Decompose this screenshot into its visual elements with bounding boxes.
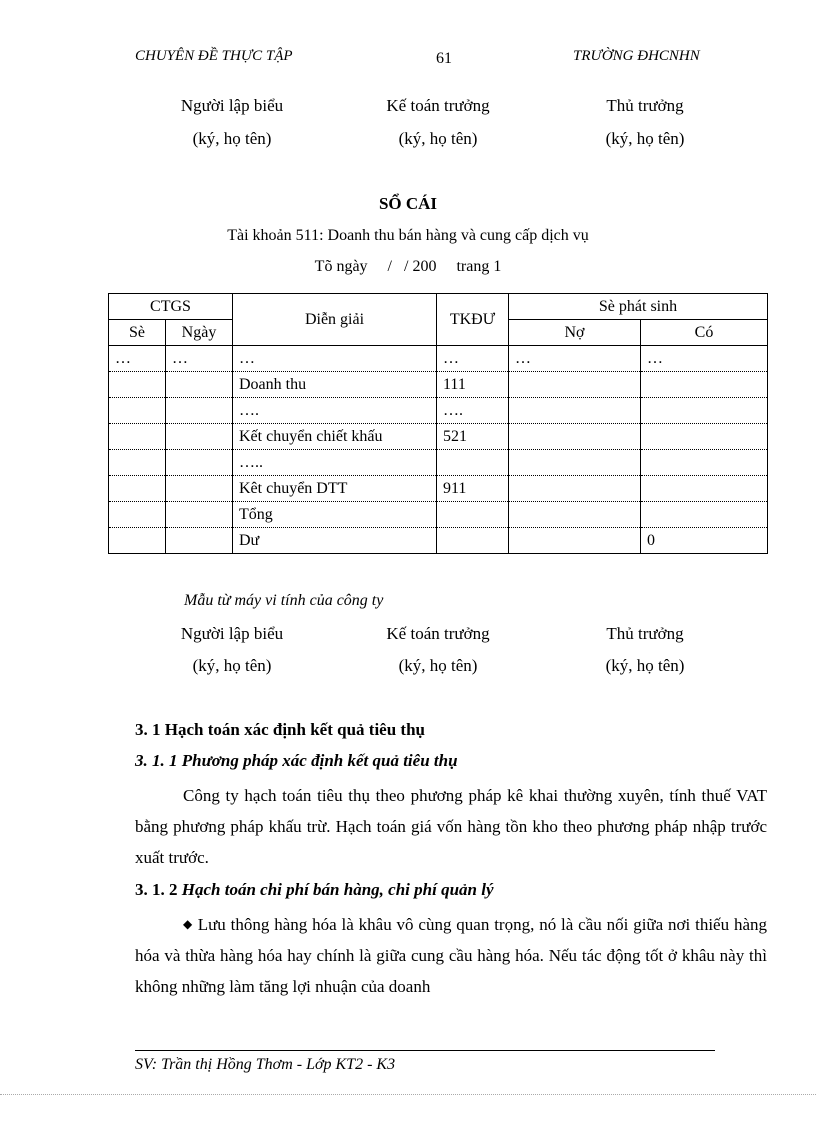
cell-co bbox=[641, 372, 768, 398]
signature-chief-accountant-note: (ký, họ tên) bbox=[398, 129, 478, 148]
cell-dien-giai: Tổng bbox=[233, 502, 437, 528]
page-number: 61 bbox=[436, 50, 452, 67]
cell-tkdu: … bbox=[437, 346, 509, 372]
cell-tkdu: 521 bbox=[437, 424, 509, 450]
header-left: CHUYÊN ĐỀ THỰC TẬP bbox=[135, 48, 293, 64]
table-row bbox=[109, 502, 768, 528]
cell-co: 0 bbox=[641, 528, 768, 554]
header-ngay: Ngày bbox=[166, 320, 233, 346]
cell-tkdu: 911 bbox=[437, 476, 509, 502]
signature-chief-accountant-title: Kế toán trưởng bbox=[386, 624, 490, 643]
cell-dien-giai: Kết chuyển chiết khấu bbox=[233, 424, 437, 450]
ledger-date-line: Tõ ngày / / 200 trang 1 bbox=[314, 258, 502, 275]
cell-no bbox=[509, 528, 641, 554]
subsection-heading-1: 3. 1. 1 Phương pháp xác định kết quả tiêu thụ bbox=[135, 751, 458, 770]
cell-dien-giai: … bbox=[233, 346, 437, 372]
cell-dien-giai: ….. bbox=[233, 450, 437, 476]
subsection-heading-2 bbox=[135, 880, 494, 900]
cell-dien-giai: …. bbox=[233, 398, 437, 424]
cell-tkdu: 111 bbox=[437, 372, 509, 398]
cell-so bbox=[109, 528, 166, 554]
table-row bbox=[109, 346, 768, 372]
cell-no: … bbox=[509, 346, 641, 372]
subsection-2-title: Hạch toán chi phí bán hàng, chi phí quản lý bbox=[181, 880, 494, 899]
cell-ngay bbox=[166, 476, 233, 502]
header-co: Có bbox=[641, 320, 768, 346]
cell-no bbox=[509, 372, 641, 398]
cell-so bbox=[109, 502, 166, 528]
cell-so bbox=[109, 424, 166, 450]
cell-no bbox=[509, 502, 641, 528]
ledger-account: Tài khoản 511: Doanh thu bán hàng và cung cấp dịch vụ bbox=[227, 227, 589, 244]
ledger-table bbox=[108, 293, 768, 554]
subsection-2-number: 3. 1. 2 bbox=[135, 880, 178, 899]
cell-dien-giai: Doanh thu bbox=[233, 372, 437, 398]
page-bottom-dotted-rule bbox=[0, 1094, 816, 1095]
signature-director-title: Thủ trưởng bbox=[606, 96, 684, 115]
header-dien-giai: Diễn giải bbox=[233, 294, 437, 346]
bullet-icon: ◆ bbox=[183, 917, 193, 931]
cell-co: … bbox=[641, 346, 768, 372]
signature-chief-accountant-title: Kế toán trưởng bbox=[386, 96, 490, 115]
ledger-title: SỔ CÁI bbox=[378, 194, 438, 213]
cell-dien-giai: Kêt chuyển DTT bbox=[233, 476, 437, 502]
signature-preparer-note: (ký, họ tên) bbox=[192, 129, 272, 148]
paragraph-1: Công ty hạch toán tiêu thụ theo phương pháp kê khai thường xuyên, tính thuế VAT bằng phương pháp khấu trừ. Hạch toán giá vốn hàng tồn kho theo phương pháp nhập trước xuất trước. bbox=[135, 786, 767, 867]
section-heading: 3. 1 Hạch toán xác định kết quả tiêu thụ bbox=[135, 720, 425, 739]
cell-tkdu bbox=[437, 450, 509, 476]
cell-ngay bbox=[166, 398, 233, 424]
table-row bbox=[109, 372, 768, 398]
cell-so: … bbox=[109, 346, 166, 372]
header-ctgs: CTGS bbox=[109, 294, 233, 320]
footer-divider bbox=[135, 1050, 715, 1051]
header-no: Nợ bbox=[509, 320, 641, 346]
header-so: Sè bbox=[109, 320, 166, 346]
header-so-phat-sinh: Sè phát sinh bbox=[509, 294, 768, 320]
table-row bbox=[109, 424, 768, 450]
table-row bbox=[109, 398, 768, 424]
cell-no bbox=[509, 398, 641, 424]
cell-so bbox=[109, 450, 166, 476]
table-row bbox=[109, 450, 768, 476]
signature-preparer-title: Người lập biểu bbox=[180, 624, 284, 643]
header-tkdu: TKĐƯ bbox=[437, 294, 509, 346]
cell-no bbox=[509, 476, 641, 502]
cell-co bbox=[641, 450, 768, 476]
signature-director-note: (ký, họ tên) bbox=[605, 656, 685, 675]
cell-so bbox=[109, 372, 166, 398]
cell-so bbox=[109, 476, 166, 502]
cell-ngay: … bbox=[166, 346, 233, 372]
cell-dien-giai: Dư bbox=[233, 528, 437, 554]
signature-preparer-note: (ký, họ tên) bbox=[192, 656, 272, 675]
paragraph-2 bbox=[135, 909, 767, 1002]
cell-no bbox=[509, 424, 641, 450]
signature-director-note: (ký, họ tên) bbox=[605, 129, 685, 148]
signature-preparer-title: Người lập biểu bbox=[180, 96, 284, 115]
signature-director-title: Thủ trưởng bbox=[606, 624, 684, 643]
footer-text: SV: Trần thị Hồng Thơm - Lớp KT2 - K3 bbox=[135, 1056, 396, 1073]
cell-co bbox=[641, 398, 768, 424]
cell-ngay bbox=[166, 502, 233, 528]
table-row bbox=[109, 476, 768, 502]
cell-co bbox=[641, 476, 768, 502]
cell-ngay bbox=[166, 450, 233, 476]
cell-tkdu: …. bbox=[437, 398, 509, 424]
ledger-caption: Mẫu từ máy vi tính của công ty bbox=[184, 592, 384, 609]
cell-ngay bbox=[166, 424, 233, 450]
cell-co bbox=[641, 502, 768, 528]
paragraph-2-text: Lưu thông hàng hóa là khâu vô cùng quan trọng, nó là cầu nối giữa nơi thiếu hàng hóa và thừa hàng hóa hay chính là giữa cung cầu hàng hóa. Nếu tác động tốt ở khâu này thì không những làm tăng lợi nhuận của doanh bbox=[135, 915, 767, 996]
table-row bbox=[109, 528, 768, 554]
cell-ngay bbox=[166, 528, 233, 554]
cell-so bbox=[109, 398, 166, 424]
cell-co bbox=[641, 424, 768, 450]
cell-ngay bbox=[166, 372, 233, 398]
cell-no bbox=[509, 450, 641, 476]
signature-chief-accountant-note: (ký, họ tên) bbox=[398, 656, 478, 675]
cell-tkdu bbox=[437, 528, 509, 554]
header-right: TRƯỜNG ĐHCNHN bbox=[573, 48, 700, 64]
cell-tkdu bbox=[437, 502, 509, 528]
